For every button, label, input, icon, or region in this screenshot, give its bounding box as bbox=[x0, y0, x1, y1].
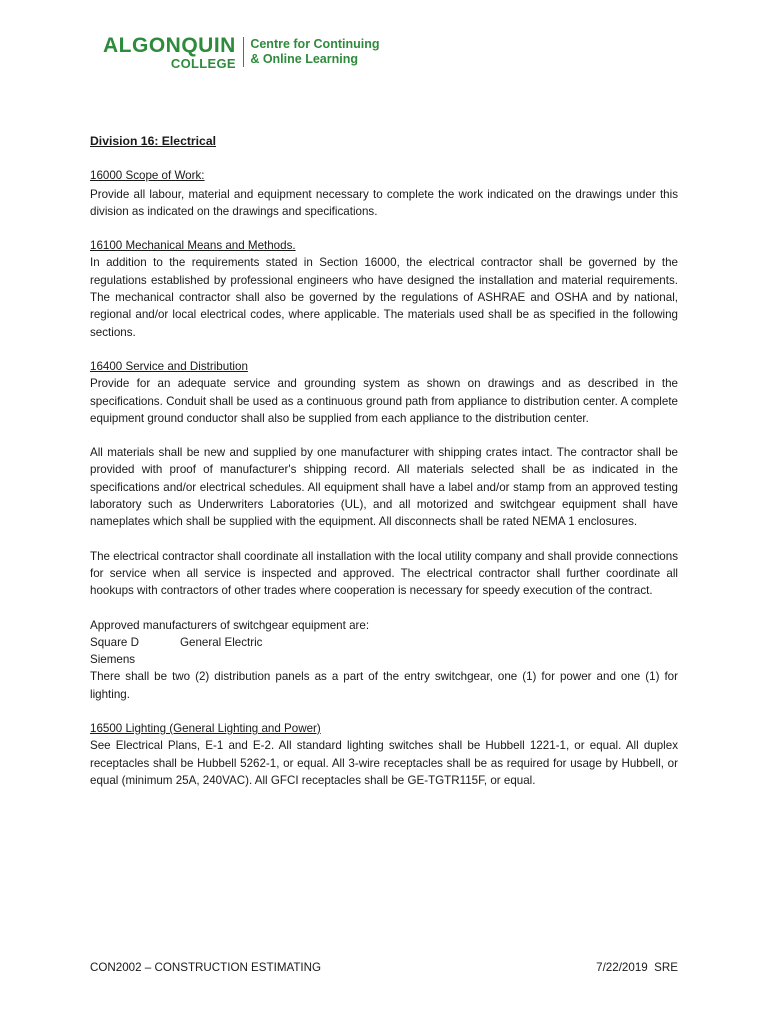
document-body bbox=[90, 133, 678, 789]
college-logo bbox=[103, 35, 236, 70]
footer-course: CON2002 – CONSTRUCTION ESTIMATING bbox=[90, 961, 322, 974]
section-heading-16100: 16100 Mechanical Means and Methods. bbox=[90, 239, 296, 253]
page-title: Division 16: Electrical bbox=[90, 134, 216, 148]
page-footer bbox=[90, 961, 678, 974]
header-logo bbox=[103, 32, 379, 72]
manufacturer-general-electric: General Electric bbox=[180, 635, 263, 649]
footer-date: 7/22/2019 SRE bbox=[596, 961, 678, 974]
section-heading-16000: 16000 Scope of Work: bbox=[90, 169, 205, 183]
section-heading-16500: 16500 Lighting (General Lighting and Power) bbox=[90, 722, 321, 736]
centre-line-2: & Online Learning bbox=[250, 52, 358, 66]
manufacturers-intro: Approved manufacturers of switchgear equipment are: bbox=[90, 618, 370, 632]
section-heading-16400: 16400 Service and Distribution bbox=[90, 359, 248, 373]
section-body-16100: In addition to the requirements stated in Section 16000, the electrical contractor shall be governed by the regulations established by professional engineers who have designed the installation and material requirements. The mechanical contractor shall also be governed by the regulations of ASHRAE and OSHA and by national, regional and/or local electrical codes, where applicable. The materials used shall be as specified in the following sections. bbox=[90, 256, 678, 339]
manufacturers-row bbox=[90, 634, 678, 651]
section-body-16500: See Electrical Plans, E-1 and E-2. All standard lighting switches shall be Hubbell 1221-1, or equal. All duplex receptacles shall be Hubbell 5262-1, or equal. All 3-wire receptacles shall be as required for usage by Hubbell, or equal (minimum 25A, 240VAC). All GFCI receptacles shall be GE-TGTR115F, or equal. bbox=[90, 739, 678, 787]
section-16400-paragraph-3: The electrical contractor shall coordinate all installation with the local utility company and shall provide connections for service when all service is inspected and approved. The electrical contractor shall further coordinate all hookups with contractors of other trades where cooperation is necessary for speedy execution of the contract. bbox=[90, 549, 678, 598]
section-16400-paragraph-1: Provide for an adequate service and grounding system as shown on drawings and as described in the specifications. Conduit shall be used as a continuous ground path from appliance to distribution center. A complete equipment ground conductor shall also be supplied from each appliance to the distribution center. bbox=[90, 377, 678, 425]
centre-name bbox=[250, 37, 379, 67]
section-16400-paragraph-4: There shall be two (2) distribution panels as a part of the entry switchgear, one (1) for power and one (1) for lighting. bbox=[90, 670, 678, 701]
section-16400-paragraph-2: All materials shall be new and supplied by one manufacturer with shipping crates intact. The contractor shall be provided with proof of manufacturer's shipping record. All materials selected shall be as indicated in the specifications and/or electrical schedules. All equipment shall have a label and/or stamp from an approved testing laboratory such as Underwriters Laboratories (UL), and all motorized and switchgear equipment shall have nameplates which shall be supplied with the equipment. All disconnects shall be rated NEMA 1 enclosures. bbox=[90, 446, 678, 529]
section-body-16000: Provide all labour, material and equipment necessary to complete the work indicated on the drawings under this division as indicated on the drawings and specifications. bbox=[90, 187, 678, 218]
centre-line-1: Centre for Continuing bbox=[250, 37, 380, 51]
logo-divider bbox=[243, 37, 245, 67]
manufacturer-siemens: Siemens bbox=[90, 653, 136, 667]
logo-sub-text: COLLEGE bbox=[170, 55, 236, 71]
logo-main-text: ALGONQUIN bbox=[103, 33, 236, 57]
manufacturer-square-d: Square D bbox=[90, 635, 139, 649]
